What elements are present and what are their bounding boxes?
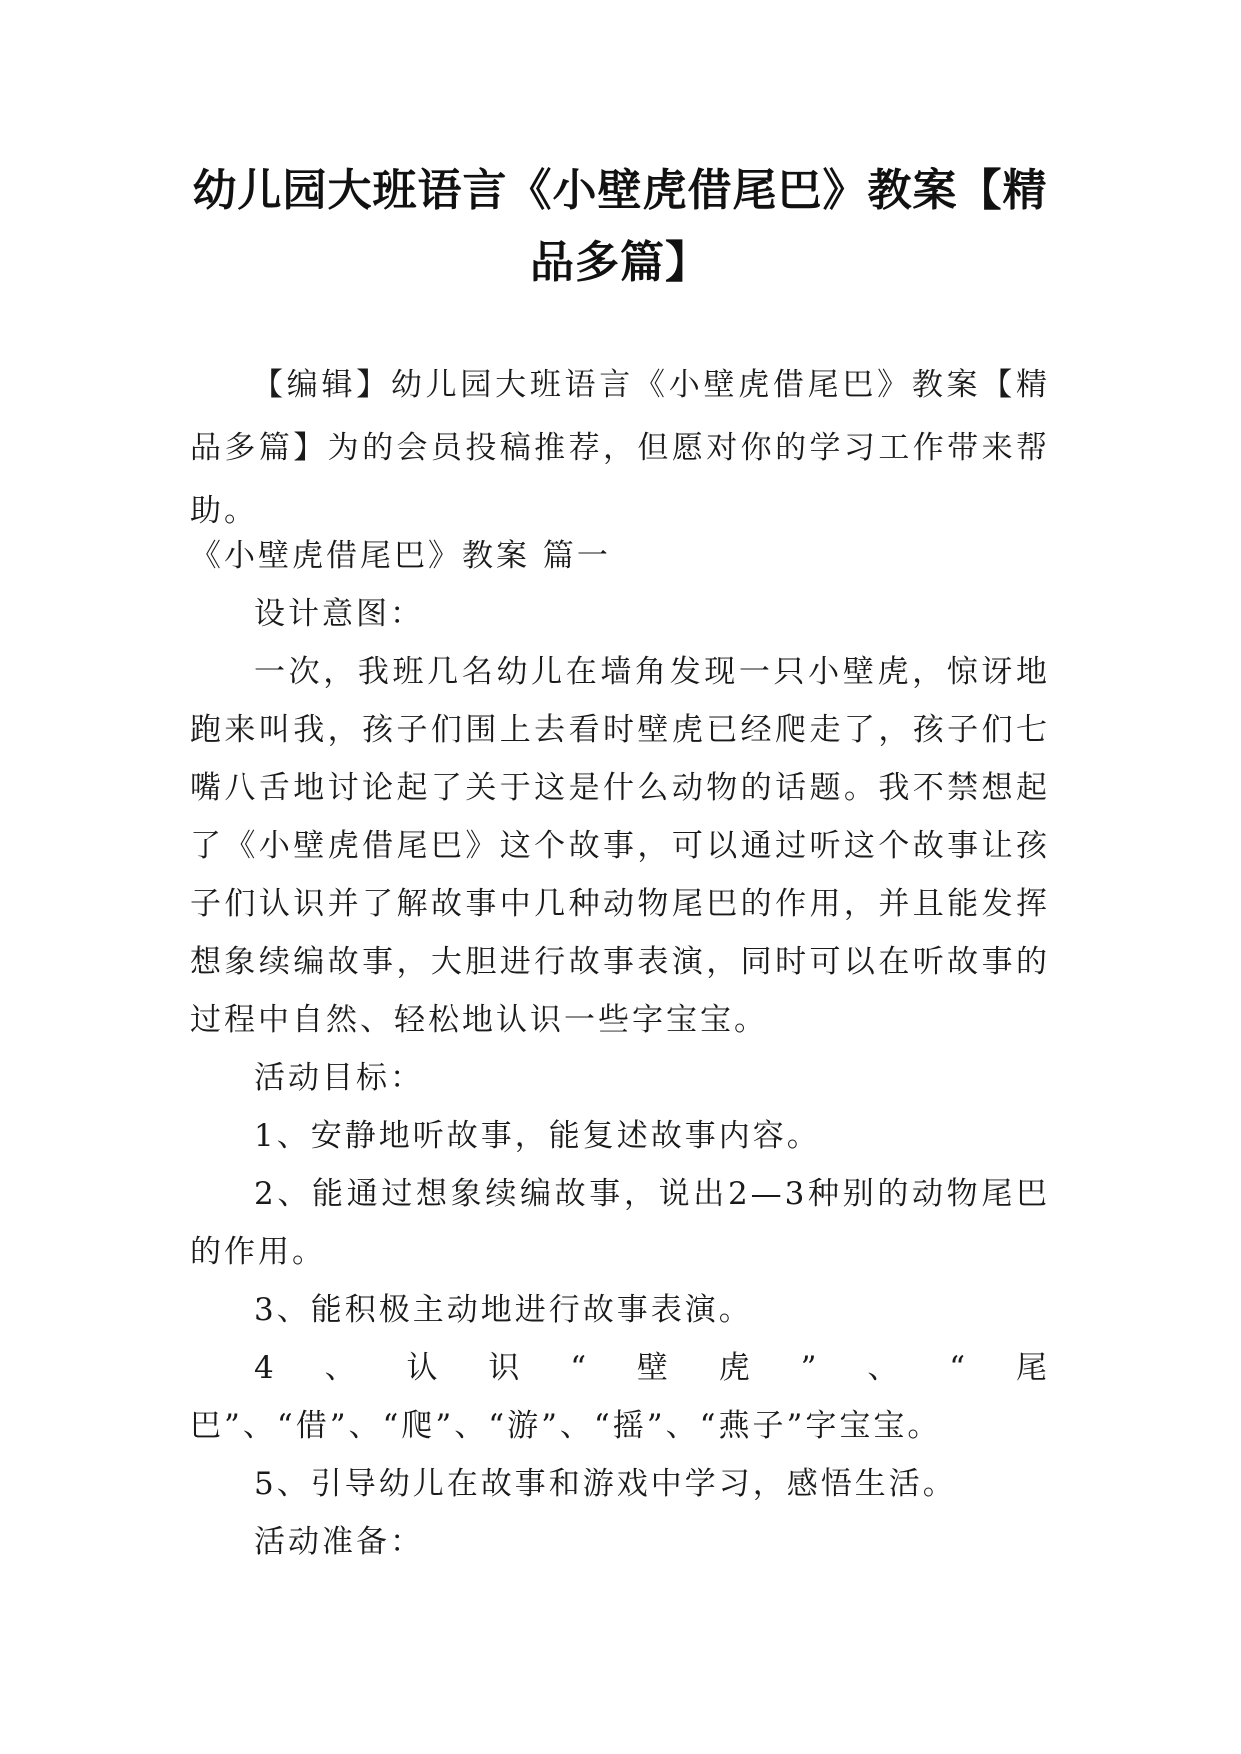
design-intent-paragraph: 一次，我班几名幼儿在墙角发现一只小壁虎，惊讶地跑来叫我，孩子们围上去看时壁虎已经爬走了，孩子们七嘴八舌地讨论起了关于这是什么动物的话题。我不禁想起了《小壁虎借尾巴》这个故事，可以通过听这个故事让孩子们认识并了解故事中几种动物尾巴的作用，并且能发挥想象续编故事，大胆进行故事表演，同时可以在听故事的过程中自然、轻松地认识一些字宝宝。 — [190, 654, 1050, 1038]
goal-item: 1、安静地听故事，能复述故事内容。 — [254, 1118, 821, 1154]
goal-item: 4、认识“壁虎”、“尾巴”、“借”、“爬”、“游”、“摇”、“燕子”字宝宝。 — [190, 1350, 1050, 1444]
goal-item: 2、能通过想象续编故事，说出2—3种别的动物尾巴的作用。 — [190, 1176, 1050, 1270]
intro-paragraph: 【编辑】幼儿园大班语言《小壁虎借尾巴》教案【精品多篇】为的会员投稿推荐，但愿对你的学习工作带来帮助。 — [190, 367, 1050, 529]
goals-label: 活动目标： — [254, 1060, 424, 1096]
design-intent-label: 设计意图： — [254, 596, 424, 632]
section-heading: 《小壁虎借尾巴》教案 篇一 — [190, 538, 611, 574]
goal-item: 5、引导幼儿在故事和游戏中学习，感悟生活。 — [254, 1466, 957, 1502]
document-title: 幼儿园大班语言《小壁虎借尾巴》教案【精品多篇】 — [192, 165, 1048, 288]
goal-item: 3、能积极主动地进行故事表演。 — [254, 1292, 753, 1328]
preparation-label: 活动准备： — [254, 1524, 424, 1560]
document-body — [190, 527, 1050, 1571]
